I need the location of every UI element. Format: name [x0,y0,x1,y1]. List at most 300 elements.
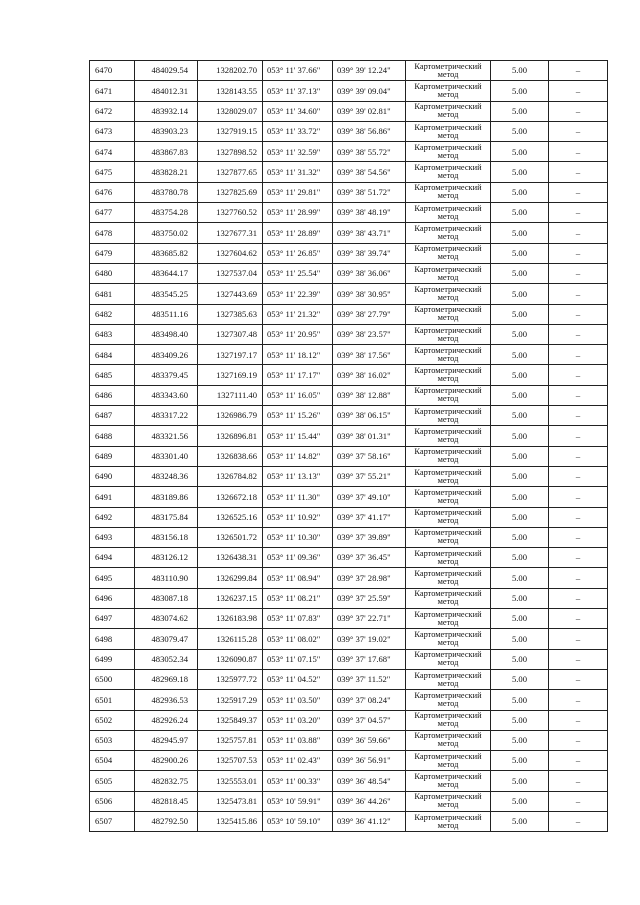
precision-cell: 5.00 [491,690,549,710]
point-number-cell: 6504 [90,751,135,771]
description-cell: – [549,669,608,689]
method-line-2: метод [437,394,459,404]
y-coordinate-cell: 1327604.62 [198,243,263,263]
method-line-1: Картометрический [414,690,482,700]
method-line-2: метод [437,313,459,323]
latitude-cell: 053° 11' 32.59" [263,142,333,162]
method-line-1: Картометрический [414,325,482,335]
point-number-cell: 6473 [90,121,135,141]
point-number-cell: 6501 [90,690,135,710]
latitude-cell: 053° 11' 13.13" [263,466,333,486]
latitude-cell: 053° 11' 10.92" [263,507,333,527]
precision-cell: 5.00 [491,263,549,283]
table-row [90,61,608,81]
description-cell: – [549,81,608,101]
y-coordinate-cell: 1325473.81 [198,791,263,811]
longitude-cell: 039° 37' 17.68" [333,649,406,669]
point-number-cell: 6474 [90,142,135,162]
y-coordinate-cell: 1327197.17 [198,345,263,365]
precision-cell: 5.00 [491,466,549,486]
precision-cell: 5.00 [491,548,549,568]
precision-cell: 5.00 [491,568,549,588]
method-line-2: метод [437,455,459,465]
method-cell [406,284,491,304]
method-line-2: метод [437,698,459,708]
point-number-cell: 6496 [90,588,135,608]
method-line-1: Картометрический [414,650,482,660]
table-row [90,751,608,771]
method-line-1: Картометрический [414,589,482,599]
precision-cell: 5.00 [491,406,549,426]
method-line-1: Картометрический [414,711,482,721]
precision-cell: 5.00 [491,446,549,466]
description-cell: – [549,751,608,771]
table-row [90,426,608,446]
precision-cell: 5.00 [491,162,549,182]
point-number-cell: 6484 [90,345,135,365]
precision-cell: 5.00 [491,527,549,547]
longitude-cell: 039° 37' 41.17" [333,507,406,527]
latitude-cell: 053° 11' 08.94" [263,568,333,588]
method-cell [406,771,491,791]
method-line-2: метод [437,658,459,668]
method-line-2: метод [437,475,459,485]
precision-cell: 5.00 [491,426,549,446]
table-row [90,629,608,649]
longitude-cell: 039° 37' 04.57" [333,710,406,730]
method-cell [406,203,491,223]
latitude-cell: 053° 11' 37.13" [263,81,333,101]
x-coordinate-cell: 483379.45 [135,365,198,385]
precision-cell: 5.00 [491,507,549,527]
method-line-1: Картометрический [414,386,482,396]
longitude-cell: 039° 37' 55.21" [333,466,406,486]
method-line-1: Картометрический [414,751,482,761]
longitude-cell: 039° 38' 48.19" [333,203,406,223]
precision-cell: 5.00 [491,751,549,771]
precision-cell: 5.00 [491,324,549,344]
y-coordinate-cell: 1326090.87 [198,649,263,669]
method-line-2: метод [437,110,459,120]
longitude-cell: 039° 39' 12.24" [333,61,406,81]
latitude-cell: 053° 11' 20.95" [263,324,333,344]
description-cell: – [549,548,608,568]
point-number-cell: 6502 [90,710,135,730]
description-cell: – [549,182,608,202]
precision-cell: 5.00 [491,304,549,324]
longitude-cell: 039° 38' 30.95" [333,284,406,304]
longitude-cell: 039° 37' 49.10" [333,487,406,507]
point-number-cell: 6498 [90,629,135,649]
latitude-cell: 053° 11' 02.43" [263,751,333,771]
table-row [90,791,608,811]
y-coordinate-cell: 1325977.72 [198,669,263,689]
latitude-cell: 053° 11' 31.32" [263,162,333,182]
description-cell: – [549,710,608,730]
x-coordinate-cell: 483750.02 [135,223,198,243]
table-row [90,182,608,202]
method-line-1: Картометрический [414,508,482,518]
y-coordinate-cell: 1326299.84 [198,568,263,588]
latitude-cell: 053° 11' 03.88" [263,730,333,750]
latitude-cell: 053° 11' 17.17" [263,365,333,385]
x-coordinate-cell: 483087.18 [135,588,198,608]
point-number-cell: 6489 [90,446,135,466]
description-cell: – [549,446,608,466]
table-row [90,121,608,141]
longitude-cell: 039° 38' 17.56" [333,345,406,365]
y-coordinate-cell: 1327307.48 [198,324,263,344]
description-cell: – [549,324,608,344]
longitude-cell: 039° 38' 12.88" [333,385,406,405]
point-number-cell: 6472 [90,101,135,121]
method-line-1: Картометрический [414,447,482,457]
point-number-cell: 6486 [90,385,135,405]
latitude-cell: 053° 11' 22.39" [263,284,333,304]
description-cell: – [549,101,608,121]
method-line-2: метод [437,820,459,830]
method-cell [406,182,491,202]
description-cell: – [549,385,608,405]
description-cell: – [549,365,608,385]
x-coordinate-cell: 483317.22 [135,406,198,426]
x-coordinate-cell: 482945.97 [135,730,198,750]
method-cell [406,385,491,405]
description-cell: – [549,811,608,831]
method-cell [406,263,491,283]
table-row [90,203,608,223]
x-coordinate-cell: 483052.34 [135,649,198,669]
method-line-2: метод [437,252,459,262]
point-number-cell: 6492 [90,507,135,527]
y-coordinate-cell: 1326237.15 [198,588,263,608]
method-line-2: метод [437,89,459,99]
method-cell [406,243,491,263]
longitude-cell: 039° 37' 11.52" [333,669,406,689]
longitude-cell: 039° 38' 43.71" [333,223,406,243]
table-body [90,61,608,832]
table-row [90,284,608,304]
precision-cell: 5.00 [491,142,549,162]
method-cell [406,609,491,629]
longitude-cell: 039° 38' 01.31" [333,426,406,446]
method-line-2: метод [437,577,459,587]
method-line-1: Картометрический [414,142,482,152]
method-line-2: метод [437,150,459,160]
latitude-cell: 053° 11' 21.32" [263,304,333,324]
method-cell [406,223,491,243]
longitude-cell: 039° 36' 59.66" [333,730,406,750]
point-number-cell: 6478 [90,223,135,243]
x-coordinate-cell: 483126.12 [135,548,198,568]
y-coordinate-cell: 1327677.31 [198,223,263,243]
method-cell [406,548,491,568]
longitude-cell: 039° 37' 22.71" [333,609,406,629]
point-number-cell: 6471 [90,81,135,101]
x-coordinate-cell: 483301.40 [135,446,198,466]
precision-cell: 5.00 [491,223,549,243]
y-coordinate-cell: 1327443.69 [198,284,263,304]
table-row [90,568,608,588]
x-coordinate-cell: 483189.86 [135,487,198,507]
latitude-cell: 053° 10' 59.91" [263,791,333,811]
method-cell [406,304,491,324]
method-line-1: Картометрический [414,487,482,497]
x-coordinate-cell: 483511.16 [135,304,198,324]
method-cell [406,365,491,385]
point-number-cell: 6494 [90,548,135,568]
latitude-cell: 053° 11' 14.82" [263,446,333,466]
table-row [90,710,608,730]
precision-cell: 5.00 [491,588,549,608]
y-coordinate-cell: 1326183.98 [198,609,263,629]
method-line-2: метод [437,171,459,181]
precision-cell: 5.00 [491,121,549,141]
x-coordinate-cell: 484029.54 [135,61,198,81]
method-line-2: метод [437,232,459,242]
precision-cell: 5.00 [491,61,549,81]
table-row [90,243,608,263]
description-cell: – [549,791,608,811]
method-line-2: метод [437,759,459,769]
method-line-1: Картометрический [414,548,482,558]
precision-cell: 5.00 [491,345,549,365]
x-coordinate-cell: 483754.28 [135,203,198,223]
x-coordinate-cell: 482792.50 [135,811,198,831]
method-line-2: метод [437,272,459,282]
y-coordinate-cell: 1327919.15 [198,121,263,141]
precision-cell: 5.00 [491,629,549,649]
table-row [90,81,608,101]
point-number-cell: 6491 [90,487,135,507]
method-line-1: Картометрический [414,61,482,71]
y-coordinate-cell: 1328143.55 [198,81,263,101]
y-coordinate-cell: 1328202.70 [198,61,263,81]
y-coordinate-cell: 1326525.16 [198,507,263,527]
longitude-cell: 039° 37' 39.89" [333,527,406,547]
description-cell: – [549,588,608,608]
latitude-cell: 053° 11' 16.05" [263,385,333,405]
method-line-1: Картометрический [414,792,482,802]
description-cell: – [549,568,608,588]
x-coordinate-cell: 482832.75 [135,771,198,791]
y-coordinate-cell: 1327111.40 [198,385,263,405]
method-line-1: Картометрический [414,81,482,91]
method-line-1: Картометрический [414,345,482,355]
table-row [90,263,608,283]
method-line-1: Картометрический [414,264,482,274]
longitude-cell: 039° 38' 36.06" [333,263,406,283]
longitude-cell: 039° 37' 08.24" [333,690,406,710]
method-line-2: метод [437,536,459,546]
description-cell: – [549,406,608,426]
longitude-cell: 039° 38' 23.57" [333,324,406,344]
method-line-2: метод [437,353,459,363]
method-cell [406,588,491,608]
coordinates-table [89,60,608,832]
description-cell: – [549,121,608,141]
longitude-cell: 039° 37' 28.98" [333,568,406,588]
point-number-cell: 6499 [90,649,135,669]
table-row [90,446,608,466]
method-line-1: Картометрический [414,609,482,619]
method-line-1: Картометрический [414,427,482,436]
latitude-cell: 053° 11' 18.12" [263,345,333,365]
point-number-cell: 6482 [90,304,135,324]
method-line-1: Картометрический [414,772,482,782]
point-number-cell: 6507 [90,811,135,831]
table-row [90,811,608,831]
method-cell [406,791,491,811]
method-cell [406,426,491,446]
y-coordinate-cell: 1327537.04 [198,263,263,283]
method-line-2: метод [437,191,459,201]
longitude-cell: 039° 38' 56.86" [333,121,406,141]
description-cell: – [549,649,608,669]
method-cell [406,730,491,750]
x-coordinate-cell: 483074.62 [135,609,198,629]
method-cell [406,527,491,547]
point-number-cell: 6506 [90,791,135,811]
longitude-cell: 039° 38' 27.79" [333,304,406,324]
longitude-cell: 039° 38' 06.15" [333,406,406,426]
point-number-cell: 6490 [90,466,135,486]
y-coordinate-cell: 1326438.31 [198,548,263,568]
table-row [90,365,608,385]
latitude-cell: 053° 11' 28.89" [263,223,333,243]
longitude-cell: 039° 36' 56.91" [333,751,406,771]
method-cell [406,649,491,669]
description-cell: – [549,730,608,750]
method-line-2: метод [437,637,459,647]
method-cell [406,345,491,365]
method-line-1: Картометрический [414,366,482,376]
latitude-cell: 053° 11' 08.02" [263,629,333,649]
method-line-1: Картометрический [414,183,482,193]
table-row [90,304,608,324]
latitude-cell: 053° 11' 37.66" [263,61,333,81]
precision-cell: 5.00 [491,710,549,730]
method-cell [406,629,491,649]
y-coordinate-cell: 1325849.37 [198,710,263,730]
latitude-cell: 053° 11' 03.20" [263,710,333,730]
x-coordinate-cell: 483156.18 [135,527,198,547]
method-cell [406,81,491,101]
table-row [90,406,608,426]
table-row [90,690,608,710]
precision-cell: 5.00 [491,284,549,304]
point-number-cell: 6487 [90,406,135,426]
table-row [90,588,608,608]
x-coordinate-cell: 482936.53 [135,690,198,710]
description-cell: – [549,426,608,446]
x-coordinate-cell: 482818.45 [135,791,198,811]
method-line-2: метод [437,414,459,424]
method-cell [406,101,491,121]
method-line-2: метод [437,678,459,688]
method-cell [406,406,491,426]
x-coordinate-cell: 483498.40 [135,324,198,344]
table-row [90,730,608,750]
description-cell: – [549,527,608,547]
latitude-cell: 053° 11' 34.60" [263,101,333,121]
method-cell [406,466,491,486]
x-coordinate-cell: 483321.56 [135,426,198,446]
x-coordinate-cell: 483903.23 [135,121,198,141]
method-line-2: метод [437,374,459,384]
latitude-cell: 053° 11' 33.72" [263,121,333,141]
x-coordinate-cell: 483079.47 [135,629,198,649]
method-line-1: Картометрический [414,569,482,579]
point-number-cell: 6476 [90,182,135,202]
precision-cell: 5.00 [491,771,549,791]
point-number-cell: 6503 [90,730,135,750]
latitude-cell: 053° 11' 04.52" [263,669,333,689]
method-cell [406,669,491,689]
latitude-cell: 053° 11' 07.15" [263,649,333,669]
table-row [90,527,608,547]
method-cell [406,751,491,771]
method-cell [406,121,491,141]
x-coordinate-cell: 483409.26 [135,345,198,365]
longitude-cell: 039° 37' 19.02" [333,629,406,649]
method-line-2: метод [437,556,459,566]
method-line-1: Картометрический [414,102,482,112]
table-row [90,548,608,568]
x-coordinate-cell: 482969.18 [135,669,198,689]
method-cell [406,324,491,344]
table-row [90,142,608,162]
point-number-cell: 6505 [90,771,135,791]
longitude-cell: 039° 38' 51.72" [333,182,406,202]
y-coordinate-cell: 1327760.52 [198,203,263,223]
point-number-cell: 6497 [90,609,135,629]
x-coordinate-cell: 483644.17 [135,263,198,283]
description-cell: – [549,304,608,324]
description-cell: – [549,507,608,527]
method-cell [406,690,491,710]
point-number-cell: 6479 [90,243,135,263]
description-cell: – [549,263,608,283]
precision-cell: 5.00 [491,101,549,121]
method-line-1: Картометрический [414,163,482,173]
point-number-cell: 6488 [90,426,135,446]
method-line-1: Картометрический [414,467,482,477]
method-line-2: метод [437,617,459,627]
y-coordinate-cell: 1326672.18 [198,487,263,507]
x-coordinate-cell: 483343.60 [135,385,198,405]
x-coordinate-cell: 483780.78 [135,182,198,202]
description-cell: – [549,466,608,486]
method-line-1: Картометрический [414,284,482,294]
latitude-cell: 053° 11' 00.33" [263,771,333,791]
description-cell: – [549,345,608,365]
latitude-cell: 053° 11' 29.81" [263,182,333,202]
method-line-1: Картометрический [414,305,482,315]
x-coordinate-cell: 484012.31 [135,81,198,101]
method-line-1: Картометрический [414,731,482,741]
method-cell [406,811,491,831]
description-cell: – [549,609,608,629]
description-cell: – [549,629,608,649]
method-line-2: метод [437,434,459,444]
precision-cell: 5.00 [491,487,549,507]
longitude-cell: 039° 37' 58.16" [333,446,406,466]
latitude-cell: 053° 11' 08.21" [263,588,333,608]
y-coordinate-cell: 1325757.81 [198,730,263,750]
precision-cell: 5.00 [491,669,549,689]
precision-cell: 5.00 [491,203,549,223]
